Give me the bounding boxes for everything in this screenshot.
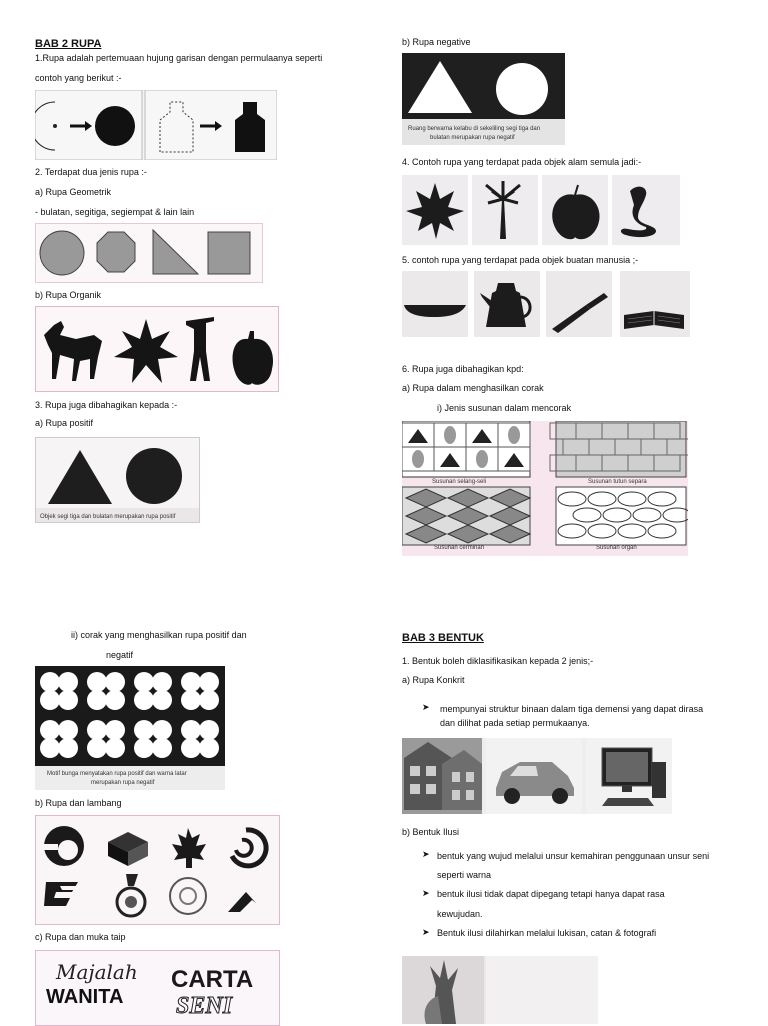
corak-line1: ii) corak yang menghasilkan rupa positif dan: [71, 630, 247, 640]
seni-text: SENI: [176, 993, 233, 1019]
p2: 2. Terdapat dua jenis rupa :-: [35, 167, 147, 177]
positif-image: [35, 437, 200, 523]
muka-taip-image: [35, 950, 280, 1026]
susunan-label: i) Jenis susunan dalam mencorak: [437, 403, 572, 413]
bab3-heading: BAB 3 BENTUK: [402, 632, 484, 644]
oval-shape: [508, 426, 520, 444]
positif-label: a) Rupa positif: [35, 418, 94, 428]
wanita-text: WANITA: [46, 986, 124, 1008]
oval-shape: [444, 426, 456, 444]
susunan-organ-caption: Susunan organ: [596, 545, 637, 551]
konkrit-line2: dan dilihat pada setiap permukaanya.: [440, 718, 590, 728]
positif-caption: Objek segi tiga dan bulatan merupakan rupa positif: [40, 514, 176, 520]
negatif-caption-2: bulatan merupakan rupa negatif: [430, 135, 515, 141]
corak-label: a) Rupa dalam menghasilkan corak: [402, 383, 544, 393]
ilusi-1a: bentuk yang wujud melalui unsur kemahiran penggunaan unsur seni: [437, 851, 710, 861]
p1-line1: 1.Rupa adalah pertemuaan hujung garisan dengan permulaanya seperti: [35, 53, 323, 63]
konkrit-label: a) Rupa Konkrit: [402, 675, 465, 685]
ilusi-1b: seperti warna: [437, 870, 492, 880]
negatif-caption-1: Ruang berwarna kelabu di sekeliling segi tiga dan: [408, 126, 541, 132]
carta-text: CARTA: [171, 966, 254, 993]
bullet-arrow-icon: ➤: [422, 849, 430, 859]
bullet-arrow-icon: ➤: [422, 888, 430, 898]
oval-shape: [476, 450, 488, 468]
negatif-label: b) Rupa negative: [402, 37, 471, 47]
lambang-label: b) Rupa dan lambang: [35, 798, 122, 808]
p6: 6. Rupa juga dibahagikan kpd:: [402, 364, 524, 374]
geo-label: a) Rupa Geometrik: [35, 187, 112, 197]
konkrit-image: [402, 738, 672, 814]
corak-line2: negatif: [106, 650, 134, 660]
ilusi-image: [402, 956, 598, 1024]
ilusi-label: b) Bentuk Ilusi: [402, 827, 460, 837]
alam-semula-jadi-image: [402, 175, 680, 245]
b1: 1. Bentuk boleh diklasifikasikan kepada 2 jenis;-: [402, 656, 594, 666]
susunan-selang-seli-caption: Susunan selang-seli: [432, 479, 487, 485]
bullet-arrow-icon: ➤: [422, 702, 430, 712]
bullet-arrow-icon: ➤: [422, 927, 430, 937]
organik-label: b) Rupa Organik: [35, 290, 102, 300]
motif-bunga-image: [35, 666, 225, 790]
motif-caption-2: merupakan rupa negatif: [91, 780, 155, 786]
ilusi-2b: kewujudan.: [437, 909, 483, 919]
geo-desc: - bulatan, segitiga, segiempat & lain lain: [35, 207, 195, 217]
majalah-text: Majalah: [56, 960, 138, 984]
p5: 5. contoh rupa yang terdapat pada objek buatan manusia ;-: [402, 255, 639, 265]
panel-organ: [556, 487, 686, 545]
motif-caption-1: Motif bunga menyatakan rupa positif dan warna latar: [47, 771, 187, 777]
oval-shape: [412, 450, 424, 468]
konkrit-line1: mempunyai struktur binaan dalam tiga demensi yang dapat dirasa: [440, 704, 704, 714]
organik-shapes-image: [35, 306, 279, 392]
bab2-heading: BAB 2 RUPA: [35, 38, 102, 50]
susunan-corak-image: [402, 421, 688, 556]
p1-line2: contoh yang berikut :-: [35, 73, 122, 83]
buatan-manusia-image: [402, 271, 690, 337]
geometrik-shapes-image: [35, 223, 263, 283]
p3: 3. Rupa juga dibahagikan kepada :-: [35, 400, 178, 410]
ilusi-3: Bentuk ilusi dilahirkan melalui lukisan, catan & fotografi: [437, 928, 657, 938]
susunan-tutun-separa-caption: Susunan tutun separa: [588, 479, 647, 485]
p4: 4. Contoh rupa yang terdapat pada objek alam semula jadi:-: [402, 157, 642, 167]
rupa-transform-image: [35, 90, 277, 160]
negatif-image: [402, 53, 565, 145]
susunan-cerminan-caption: Susunan cerminan: [434, 545, 485, 551]
muka-taip-label: c) Rupa dan muka taip: [35, 932, 126, 942]
logo-lambang-image: [35, 815, 280, 925]
ilusi-2a: bentuk ilusi tidak dapat dipegang tetapi hanya dapat rasa: [437, 889, 665, 899]
